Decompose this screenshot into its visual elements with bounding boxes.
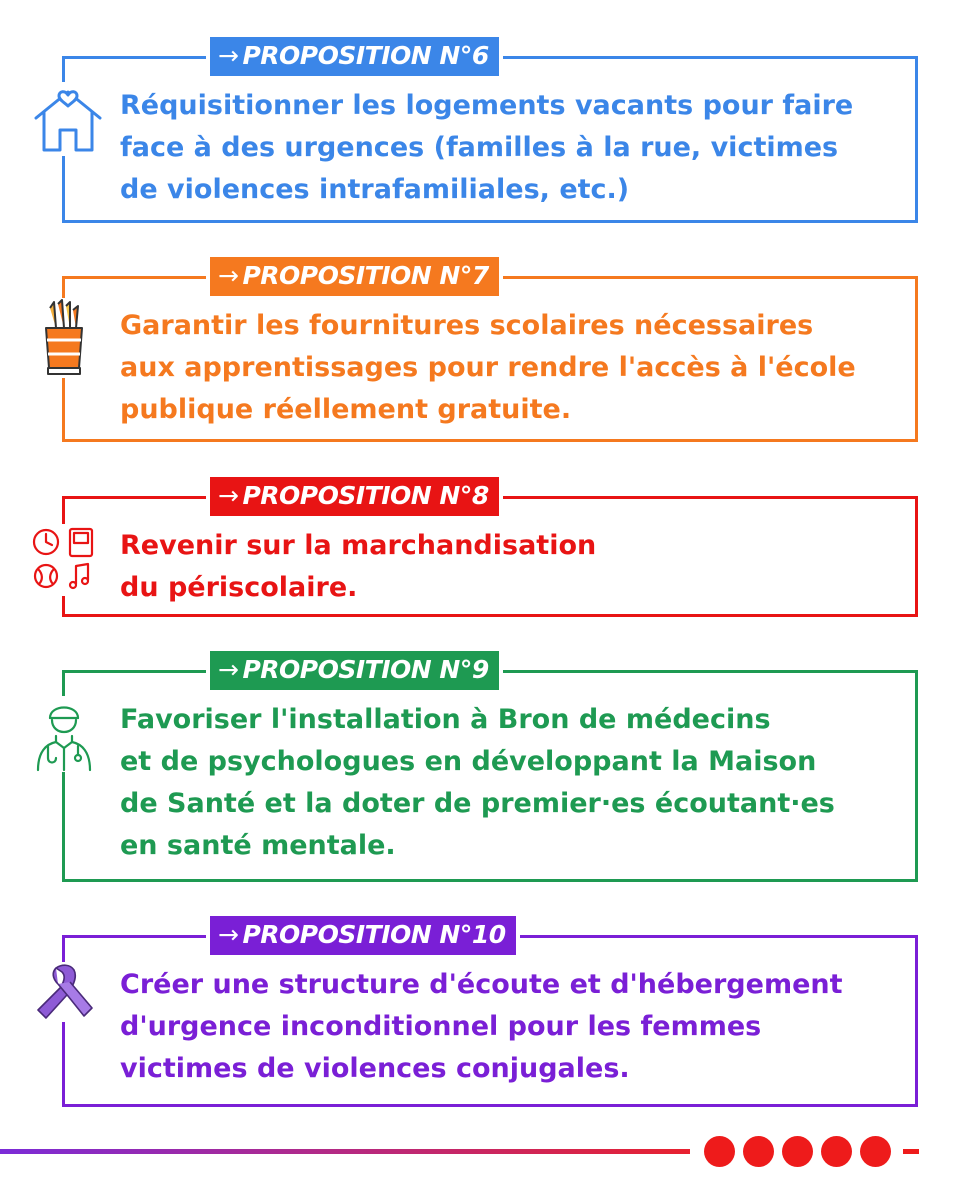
proposal-text-6: Réquisitionner les logements vacants pour faire face à des urgences (familles à la rue, victimes de violences intrafamiliales, etc.) <box>120 90 854 205</box>
activities-icon <box>30 524 102 596</box>
footer-dot <box>704 1136 735 1167</box>
footer-dot <box>860 1136 891 1167</box>
awareness-ribbon-icon <box>34 962 94 1022</box>
doctor-icon <box>32 696 96 772</box>
proposal-tag-9: → PROPOSITION N°9 <box>210 651 499 690</box>
footer-dot <box>743 1136 774 1167</box>
proposal-card-9 <box>62 655 918 882</box>
proposal-tag-10: → PROPOSITION N°10 <box>210 916 516 955</box>
house-heart-icon <box>32 82 104 156</box>
proposal-card-10 <box>62 920 918 1107</box>
pencil-cup-icon <box>38 298 90 378</box>
proposal-tag-7: → PROPOSITION N°7 <box>210 257 499 296</box>
footer-dot <box>821 1136 852 1167</box>
proposal-text-7: Garantir les fournitures scolaires nécessaires aux apprentissages pour rendre l'accès à l'école publique réellement gratuite. <box>120 310 856 425</box>
proposal-card-7 <box>62 261 918 442</box>
proposal-card-6 <box>62 41 918 223</box>
footer-dot <box>782 1136 813 1167</box>
proposal-card-8 <box>62 481 918 617</box>
footer-gradient-line <box>0 1149 690 1154</box>
proposal-tag-8: → PROPOSITION N°8 <box>210 477 499 516</box>
proposal-text-9: Favoriser l'installation à Bron de médecins et de psychologues en développant la Maison de Santé et la doter de premier·es écoutant·es en santé mentale. <box>120 704 835 861</box>
proposal-text-10: Créer une structure d'écoute et d'hébergement d'urgence inconditionnel pour les femmes victimes de violences conjugales. <box>120 969 843 1084</box>
proposal-text-8: Revenir sur la marchandisation du périscolaire. <box>120 530 597 603</box>
footer-dash <box>903 1149 919 1154</box>
proposal-tag-6: → PROPOSITION N°6 <box>210 37 499 76</box>
